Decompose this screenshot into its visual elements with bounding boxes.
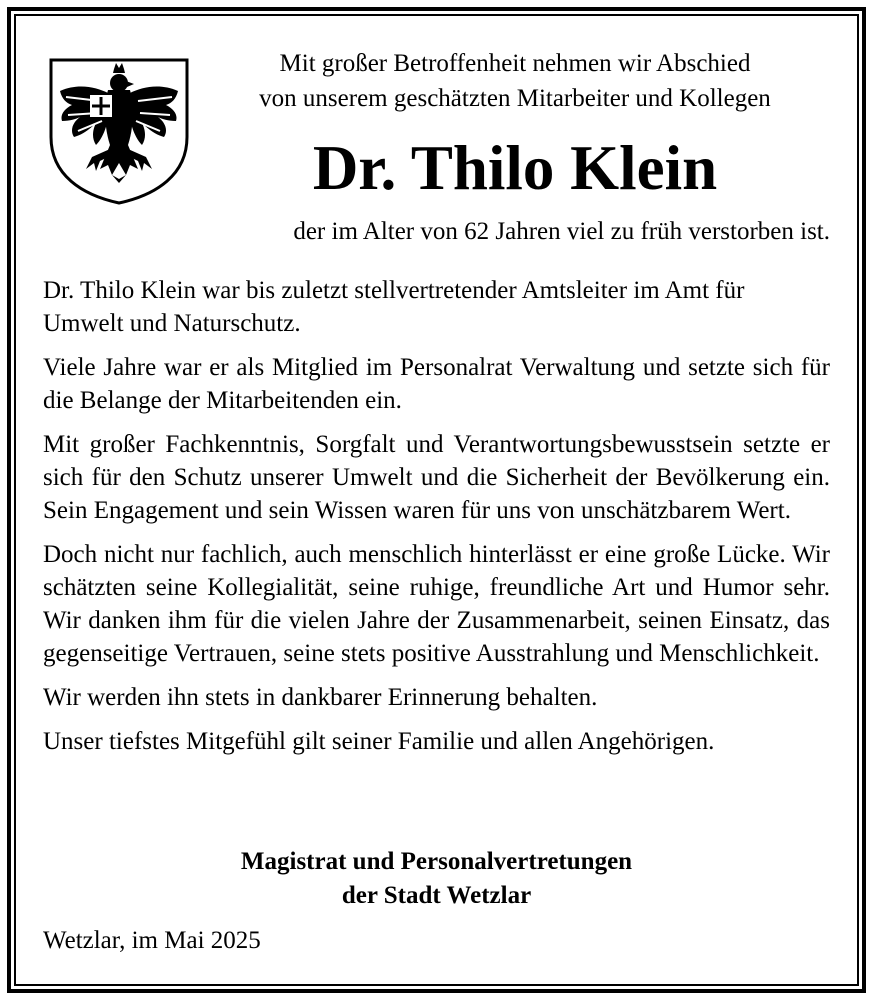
place-date: Wetzlar, im Mai 2025 bbox=[43, 927, 261, 954]
body-paragraph: Unser tiefstes Mitgefühl gilt seiner Familie und allen Angehörigen. bbox=[43, 728, 715, 755]
body-paragraph: Viele Jahre war er als Mitglied im Personalrat Verwaltung und setzte sich für die Belange der Mitarbeitenden ein. bbox=[43, 354, 830, 414]
body-paragraph: Doch nicht nur fachlich, auch menschlich hinterlässt er eine große Lücke. Wir schätzten seine Kollegialität, seine ruhige, freundliche Art und Humor sehr. Wir danken ihm für die vielen Jahre der Zusammenarbeit, seinen Einsatz, das gegenseitige Vertrauen, seine stets positive Ausstrahlung und Menschlichkeit. bbox=[43, 541, 830, 667]
signature-line: der Stadt Wetzlar bbox=[341, 882, 532, 909]
intro-text bbox=[200, 46, 830, 116]
intro-line: Mit großer Betroffenheit nehmen wir Abschied bbox=[279, 50, 751, 77]
body-paragraph: Dr. Thilo Klein war bis zuletzt stellvertretender Amtsleiter im Amt für Umwelt und Naturschutz. bbox=[43, 277, 745, 337]
signature-block bbox=[43, 845, 830, 913]
intro-line: von unserem geschätzten Mitarbeiter und Kollegen bbox=[259, 85, 771, 112]
age-line: der im Alter von 62 Jahren viel zu früh verstorben ist. bbox=[293, 218, 830, 245]
obituary-body bbox=[43, 274, 830, 769]
deceased-name: Dr. Thilo Klein bbox=[312, 133, 718, 203]
signature-line: Magistrat und Personalvertretungen bbox=[240, 848, 633, 875]
eagle-coat-of-arms-icon bbox=[48, 57, 190, 205]
body-paragraph: Wir werden ihn stets in dankbarer Erinnerung behalten. bbox=[43, 684, 598, 711]
body-paragraph: Mit großer Fachkenntnis, Sorgfalt und Verantwortungsbewusstsein setzte er sich für den Schutz unserer Umwelt und die Sicherheit der Bevölkerung ein. Sein Engagement und sein Wissen waren für uns von unschätzbarem Wert. bbox=[43, 431, 830, 524]
